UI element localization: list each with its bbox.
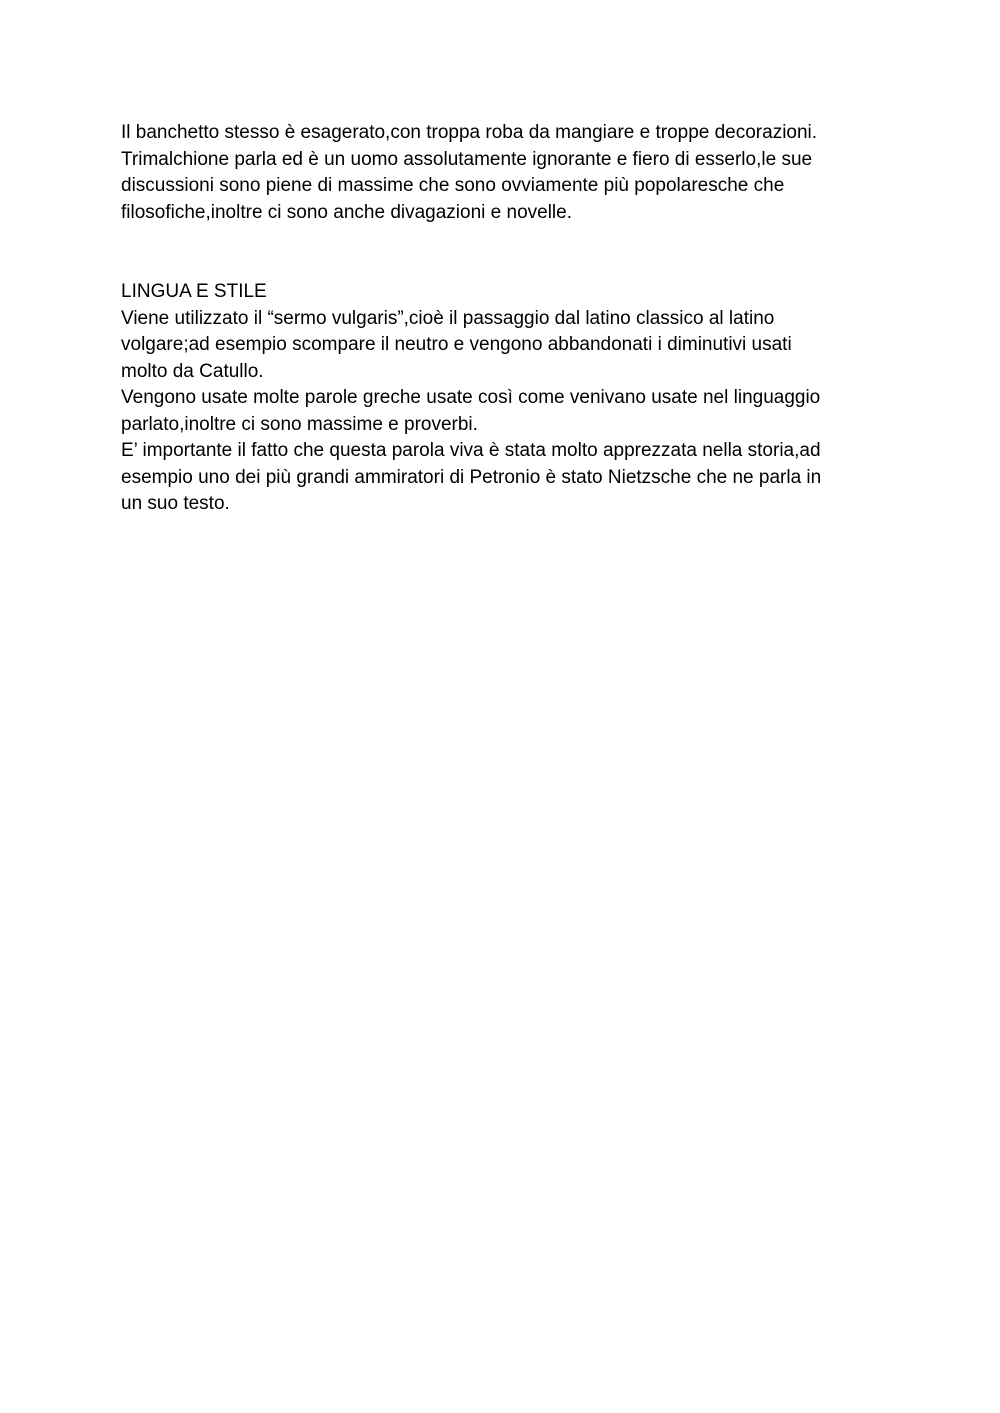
section-line: esempio uno dei più grandi ammiratori di Petronio è stato Nietzsche che ne parla in xyxy=(121,466,822,488)
section-line: E’ importante il fatto che questa parola viva è stata molto apprezzata nella storia,ad xyxy=(121,440,821,461)
section-line: volgare;ad esempio scompare il neutro e vengono abbandonati i diminutivi usati xyxy=(121,334,792,355)
section-heading: LINGUA E STILE xyxy=(121,281,267,302)
section-line: Viene utilizzato il “sermo vulgaris”,cioè il passaggio dal latino classico al latino xyxy=(121,307,775,329)
section-line: molto da Catullo. xyxy=(121,360,264,382)
lingua-e-stile-section xyxy=(121,279,881,518)
paragraph-line: filosofiche,inoltre ci sono anche divagazioni e novelle. xyxy=(121,201,572,223)
intro-paragraph xyxy=(121,120,881,226)
section-line: un suo testo. xyxy=(121,493,230,514)
paragraph-line: discussioni sono piene di massime che sono ovviamente più popolaresche che xyxy=(121,175,785,196)
paragraph-line: Il banchetto stesso è esagerato,con troppa roba da mangiare e troppe decorazioni. xyxy=(121,122,818,143)
paragraph-line: Trimalchione parla ed è un uomo assolutamente ignorante e fiero di esserlo,le sue xyxy=(121,148,813,170)
section-line: Vengono usate molte parole greche usate così come venivano usate nel linguaggio xyxy=(121,387,821,408)
section-line: parlato,inoltre ci sono massime e proverbi. xyxy=(121,413,478,435)
